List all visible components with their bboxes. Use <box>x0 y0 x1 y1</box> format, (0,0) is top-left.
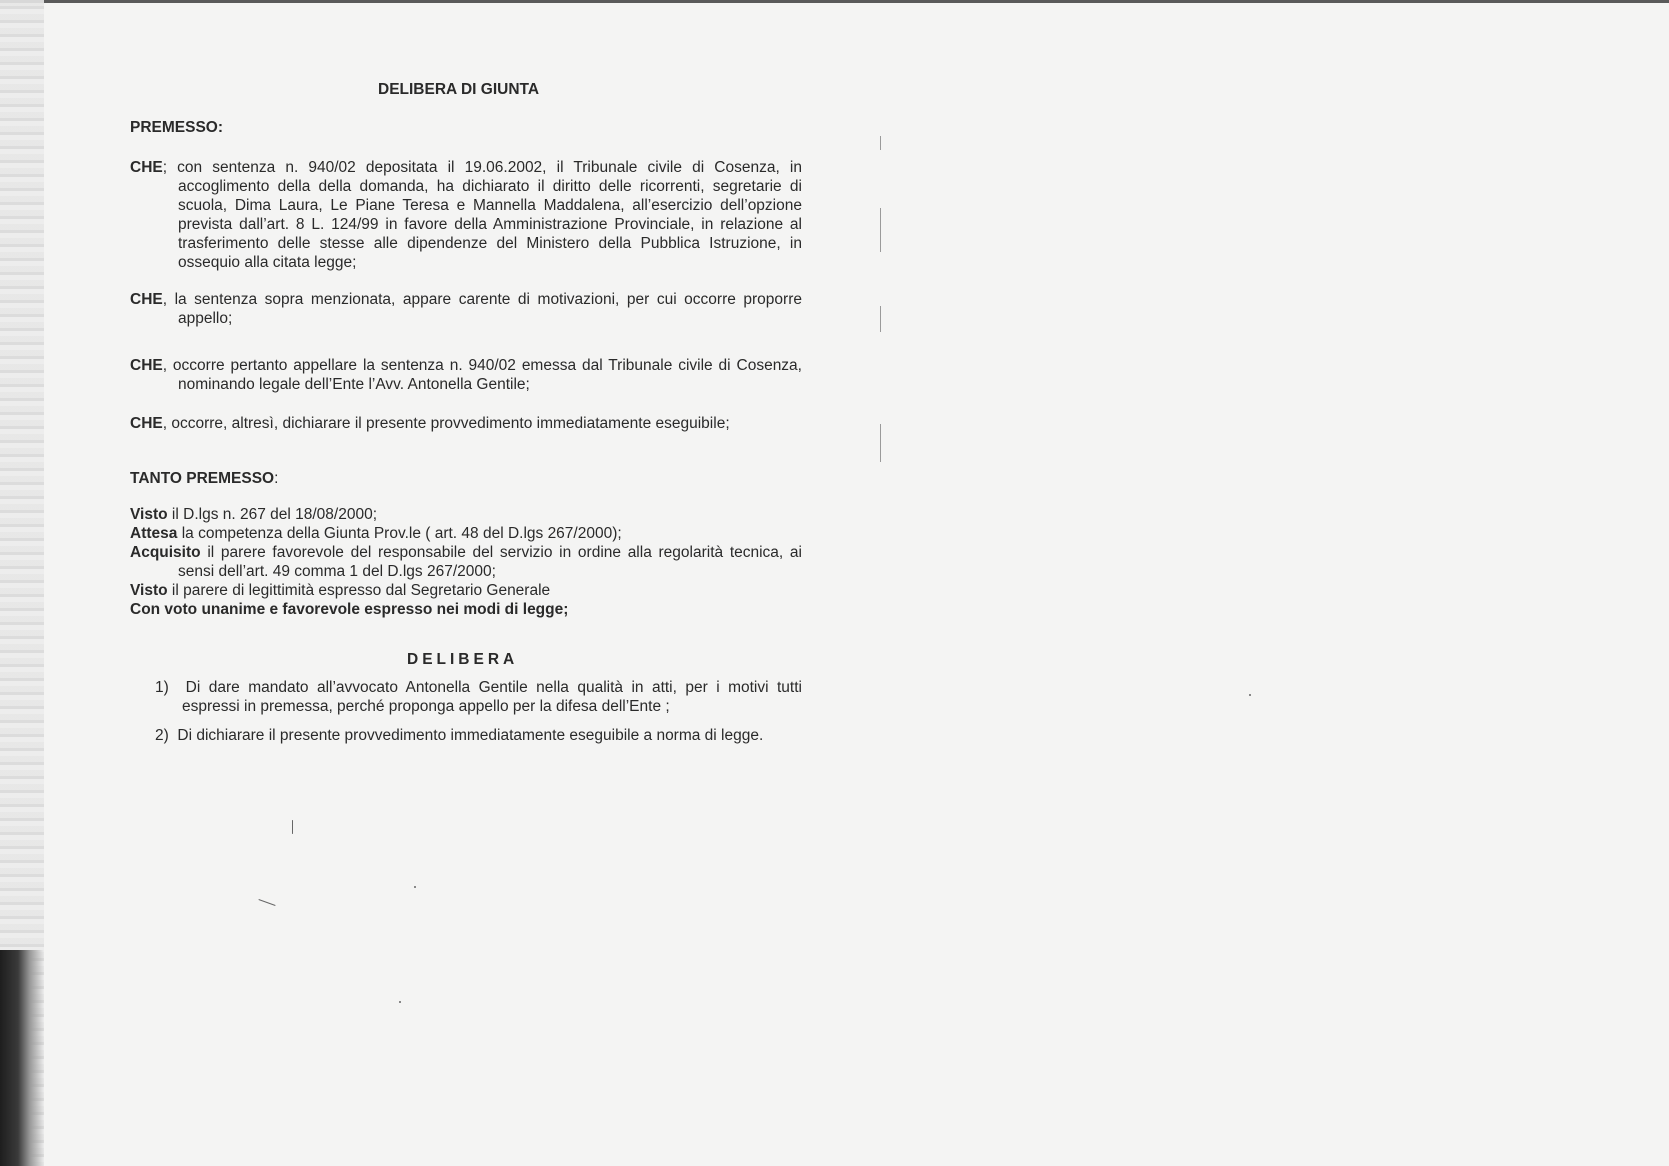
fold-mark <box>880 136 881 150</box>
tanto-premesso-label: TANTO PREMESSO <box>130 470 275 487</box>
delibera-item-1 <box>155 678 802 716</box>
document-title: DELIBERA DI GIUNTA <box>378 81 540 98</box>
che-lead: CHE <box>130 159 163 176</box>
fold-mark <box>880 208 881 252</box>
consideration-text: il parere favorevole del responsabile del servizio in ordine alla regolarità tecnica, ai sensi dell’art. 49 comma 1 del D.lgs 267/2000; <box>178 544 802 580</box>
item-text: Di dichiarare il presente provvedimento immediatamente eseguibile a norma di legge. <box>177 727 764 744</box>
che-text: ; con sentenza n. 940/02 depositata il 19.06.2002, il Tribunale civile di Cosenza, in accoglimento della della domanda, ha dichiarato il diritto delle ricorrenti, segretarie di scuola, Dima Laura, Le Piane Teresa e Mannella Maddalena, all’esercizio dell’opzione prevista dall’art. 8 L. 124/99 in favore della Amministrazione Provinciale, in relazione al trasferimento delle stesse alle dipendenze del Ministero della Pubblica Istruzione, in ossequio alla citata legge; <box>162 159 802 271</box>
consideration-lead: Acquisito <box>130 544 201 561</box>
premesso-heading: PREMESSO: <box>130 119 224 136</box>
consideration-row <box>130 524 802 543</box>
scan-speck <box>292 820 293 834</box>
vote-line: Con voto unanime e favorevole espresso nei modi di legge; <box>130 601 569 618</box>
che-lead: CHE <box>130 357 163 374</box>
che-paragraph-1 <box>130 158 802 272</box>
scan-speck <box>414 886 416 888</box>
consideration-row <box>130 581 802 600</box>
delibera-heading: DELIBERA <box>407 651 519 668</box>
che-paragraph-2 <box>130 290 802 328</box>
item-number: 1) <box>155 679 169 696</box>
consideration-row <box>130 543 802 581</box>
tanto-premesso-colon: : <box>274 470 279 487</box>
consideration-text: il D.lgs n. 267 del 18/08/2000; <box>167 506 378 523</box>
che-text: , occorre, altresì, dichiarare il presente provvedimento immediatamente eseguibile; <box>162 415 730 432</box>
che-paragraph-3 <box>130 356 802 394</box>
che-text: , occorre pertanto appellare la sentenza n. 940/02 emessa dal Tribunale civile di Cosenza, nominando legale dell’Ente l’Avv. Antonella Gentile; <box>162 357 802 393</box>
che-text: , la sentenza sopra menzionata, appare carente di motivazioni, per cui occorre proporre appello; <box>162 291 802 327</box>
fold-mark <box>880 424 881 462</box>
delibera-item-2 <box>155 726 802 745</box>
consideration-row <box>130 505 802 524</box>
che-paragraph-4 <box>130 414 802 433</box>
item-number: 2) <box>155 727 169 744</box>
scan-top-edge <box>0 0 1669 3</box>
consideration-text: la competenza della Giunta Prov.le ( art. 48 del D.lgs 267/2000); <box>177 525 622 542</box>
consideration-lead: Visto <box>130 582 168 599</box>
che-lead: CHE <box>130 415 163 432</box>
consideration-lead: Visto <box>130 506 168 523</box>
scan-speck <box>1249 694 1251 696</box>
che-lead: CHE <box>130 291 163 308</box>
fold-mark <box>880 306 881 332</box>
tanto-premesso-heading <box>130 469 278 488</box>
scan-speck <box>258 899 275 906</box>
consideration-text: il parere di legittimità espresso dal Segretario Generale <box>167 582 551 599</box>
item-text: Di dare mandato all’avvocato Antonella Gentile nella qualità in atti, per i motivi tutti espressi in premessa, perché proponga appello per la difesa dell’Ente ; <box>182 679 802 715</box>
consideration-lead: Attesa <box>130 525 178 542</box>
scan-speck <box>399 1001 401 1003</box>
scan-left-shadow <box>0 950 44 1166</box>
considerations-block <box>130 505 802 619</box>
